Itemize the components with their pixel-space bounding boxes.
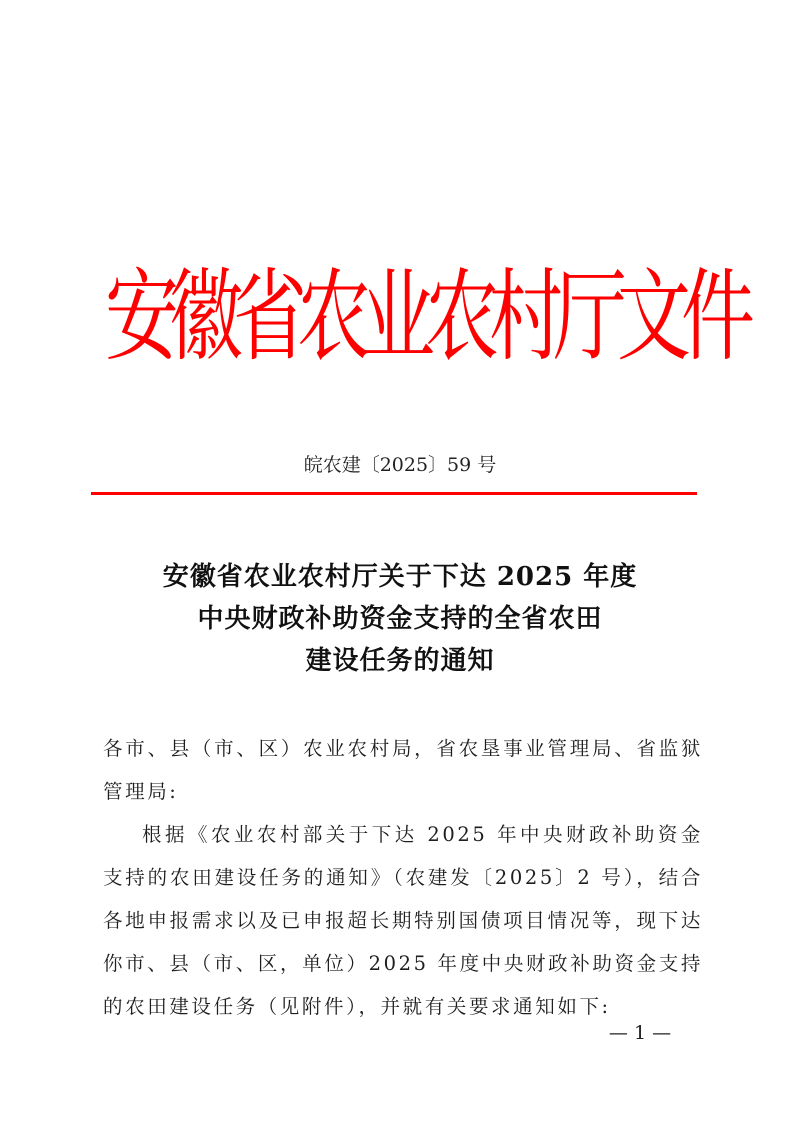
document-number: 皖农建〔2025〕59 号 bbox=[303, 454, 497, 476]
masthead-char: 厅 bbox=[553, 258, 627, 376]
masthead-char: 文 bbox=[617, 258, 691, 376]
masthead-char: 省 bbox=[233, 258, 307, 376]
salutation: 各市、县（市、区）农业农村局，省农垦事业管理局、省监狱管理局: bbox=[103, 737, 703, 803]
title-line: 安徽省农业农村厅关于下达 2025 年度 bbox=[162, 562, 638, 592]
masthead-char: 村 bbox=[489, 258, 563, 376]
title-line: 中央财政补助资金支持的全省农田 bbox=[197, 604, 603, 634]
document-title bbox=[0, 556, 800, 682]
masthead-char: 安 bbox=[105, 258, 179, 376]
document-body bbox=[103, 727, 703, 1028]
masthead-char: 件 bbox=[681, 258, 755, 376]
masthead-char: 农 bbox=[297, 258, 371, 376]
red-divider-rule bbox=[91, 492, 697, 495]
body-paragraph: 根据《农业农村部关于下达 2025 年中央财政补助资金支持的农田建设任务的通知》（农建发〔2025〕2 号），结合各地申报需求以及已申报超长期特别国债项目情况等，现下达你市、县（市、区，单位）2025 年度中央财政补助资金支持的农田建设任务（见附件），并就有关要求通知如下: bbox=[103, 823, 703, 1018]
masthead-char: 业 bbox=[361, 258, 435, 376]
masthead-title bbox=[105, 243, 755, 392]
masthead-char: 农 bbox=[425, 258, 499, 376]
masthead-char: 徽 bbox=[169, 258, 243, 376]
page-number: — 1 — bbox=[608, 1022, 672, 1044]
title-line: 建设任务的通知 bbox=[305, 646, 495, 676]
